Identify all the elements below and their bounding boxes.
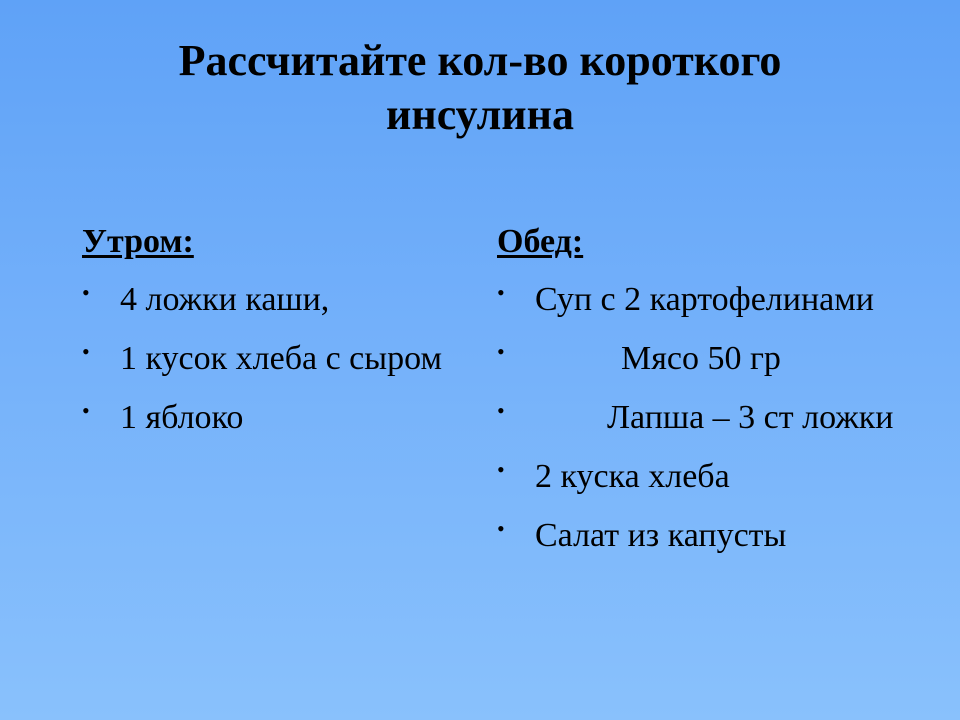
morning-heading: Утром: [82,223,194,260]
list-item [82,394,532,442]
bullet-dot-icon: • [497,457,505,482]
list-item [497,453,917,501]
list-item-text: 1 яблоко [120,399,244,436]
bullet-dot-icon: • [82,280,90,305]
bullet-dot-icon: • [497,516,505,541]
lunch-list [497,276,917,560]
list-item [497,512,917,560]
list-item [497,276,917,324]
list-item [82,335,532,383]
list-item-text: 2 куска хлеба [535,458,730,495]
morning-list [82,276,532,442]
list-item [497,394,917,442]
bullet-dot-icon: • [497,280,505,305]
list-item [497,335,917,383]
slide-title [40,34,920,142]
lunch-column [497,220,917,571]
morning-column [82,220,532,453]
bullet-dot-icon: • [82,398,90,423]
bullet-dot-icon: • [497,339,505,364]
list-item-text: Салат из капусты [535,517,787,554]
slide-title-line-1: Рассчитайте кол-во короткого [178,36,782,85]
list-item-text: Лапша – 3 ст ложки [607,399,894,436]
bullet-dot-icon: • [82,339,90,364]
bullet-dot-icon: • [497,398,505,423]
list-item-text: Суп с 2 картофелинами [535,281,874,318]
slide-title-line-2: инсулина [386,90,574,139]
list-item-text: 4 ложки каши, [120,281,330,318]
lunch-heading: Обед: [497,223,584,260]
list-item [82,276,532,324]
list-item-text: 1 кусок хлеба с сыром [120,340,442,377]
list-item-text: Мясо 50 гр [621,340,781,377]
